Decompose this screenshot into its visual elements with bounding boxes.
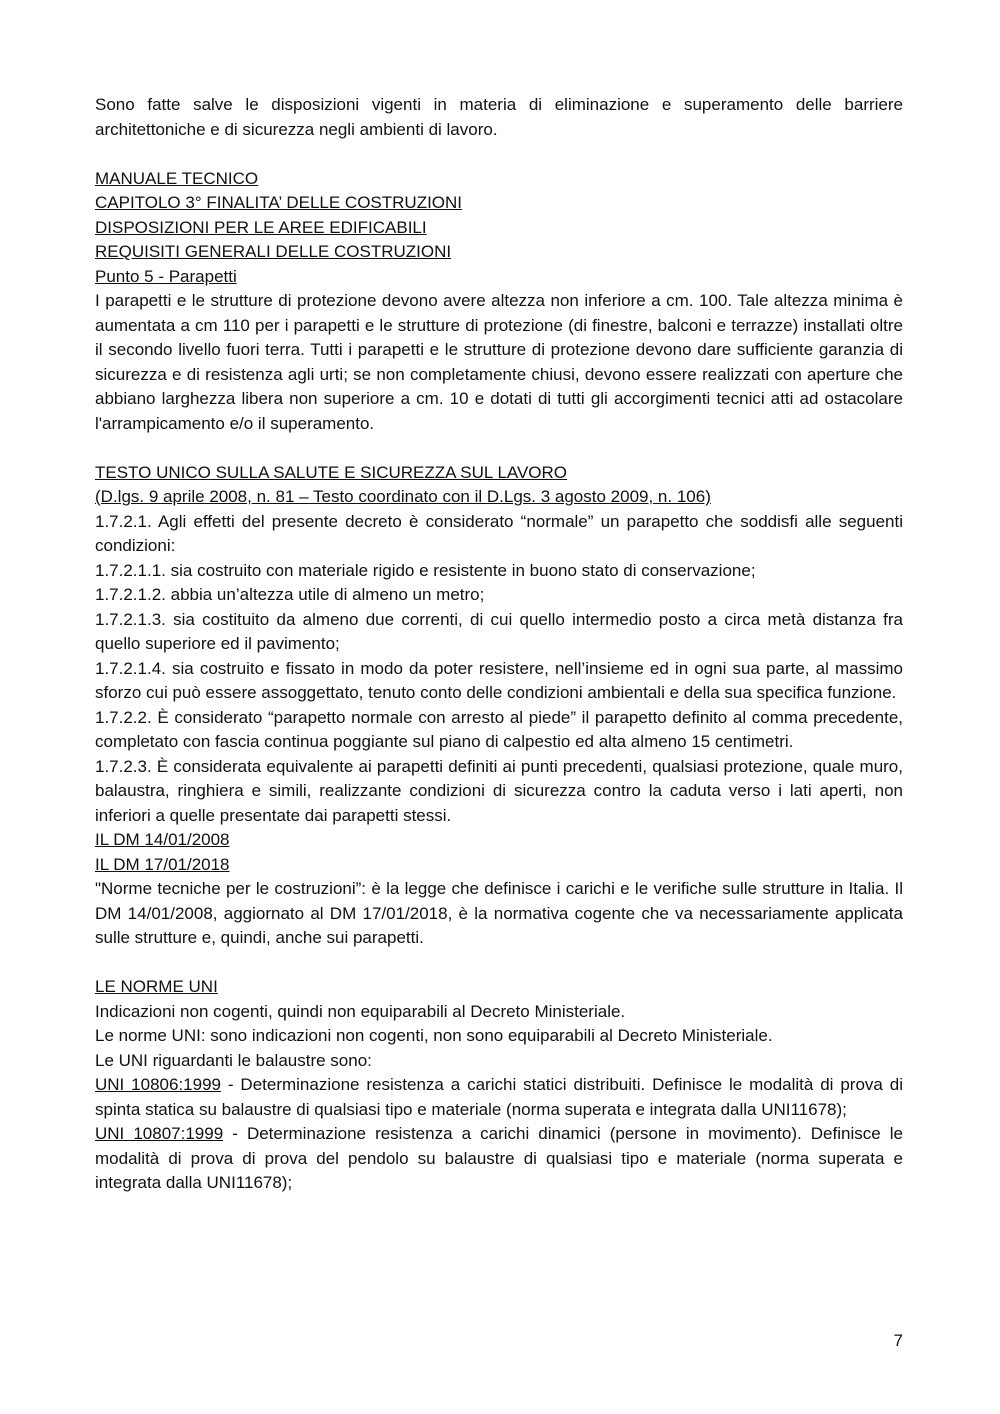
spacer	[95, 951, 903, 976]
dm-paragraph: "Norme tecniche per le costruzioni”: è la legge che definisce i carichi e le verifiche sulle strutture in Italia. Il DM 14/01/2008, aggiornato al DM 17/01/2018, è la normativa cogente che va necessariamente applicata sulle strutture e, quindi, anche sui parapetti.	[95, 879, 903, 947]
heading-testo-unico: TESTO UNICO SULLA SALUTE E SICUREZZA SUL LAVORO	[95, 462, 568, 482]
page-number: 7	[893, 1331, 903, 1350]
heading-disposizioni: DISPOSIZIONI PER LE AREE EDIFICABILI	[95, 217, 427, 237]
heading-manuale-tecnico: MANUALE TECNICO	[95, 168, 259, 188]
clause-1-7-2-1: 1.7.2.1. Agli effetti del presente decreto è considerato “normale” un parapetto che soddisfi alle seguenti condizioni:	[95, 511, 903, 555]
clause-1-7-2-1-4: 1.7.2.1.4. sia costruito e fissato in modo da poter resistere, nell’insieme ed in ogni sua parte, al massimo sforzo cui può essere assoggettato, tenuto conto delle condizioni ambientali e della sua specifica funzione.	[95, 658, 903, 702]
clause-1-7-2-2: 1.7.2.2. È considerato “parapetto normale con arresto al piede” il parapetto definito al comma precedente, completato con fascia continua poggiante sul piano di calpestio ed alta almeno 15 centimetri.	[95, 707, 903, 751]
norm-description: - Determinazione resistenza a carichi dinamici (persone in movimento). Definisce le modalità di prova di prova del pendolo su balaustre di qualsiasi tipo e materiale (norma superata e integrata dalla UNI11678);	[95, 1124, 903, 1192]
heading-capitolo: CAPITOLO 3° FINALITA’ DELLE COSTRUZIONI	[95, 193, 463, 212]
uni-norm-10806	[95, 1073, 903, 1122]
heading-punto-5: Punto 5 - Parapetti	[95, 266, 237, 286]
norm-code: UNI 10807:1999	[95, 1124, 224, 1143]
heading-dlgs: (D.lgs. 9 aprile 2008, n. 81 – Testo coordinato con il D.Lgs. 3 agosto 2009, n. 106)	[95, 487, 711, 506]
document-page	[95, 93, 903, 1196]
manuale-paragraph: I parapetti e le strutture di protezione devono avere altezza non inferiore a cm. 100. Tale altezza minima è aumentata a cm 110 per i parapetti e le strutture di protezione (di finestre, balconi e terrazze) installati oltre il secondo livello fuori terra. Tutti i parapetti e le strutture di protezione devono dare sufficiente garanzia di sicurezza e di resistenza agli urti; se non completamente chiusi, devono essere realizzati con aperture che abbiano larghezza libera non superiore a cm. 10 e dotati di tutti gli accorgimenti tecnici atti ad ostacolare l'arrampicamento e/o il superamento.	[95, 291, 903, 433]
clause-1-7-2-1-1: 1.7.2.1.1. sia costruito con materiale rigido e resistente in buono stato di conservazione;	[95, 560, 756, 580]
intro-paragraph: Sono fatte salve le disposizioni vigenti in materia di eliminazione e superamento delle barriere architettoniche e di sicurezza negli ambienti di lavoro.	[95, 95, 903, 139]
uni-line: Le norme UNI: sono indicazioni non cogenti, non sono equiparabili al Decreto Ministeriale.	[95, 1026, 773, 1045]
norm-code: UNI 10806:1999	[95, 1075, 221, 1094]
uni-norm-10807	[95, 1122, 903, 1196]
heading-requisiti: REQUISITI GENERALI DELLE COSTRUZIONI	[95, 242, 452, 261]
clause-1-7-2-3: 1.7.2.3. È considerata equivalente ai parapetti definiti ai punti precedenti, qualsiasi protezione, quale muro, balaustra, ringhiera e simili, realizzante condizioni di sicurezza contro la caduta verso i lati aperti, non inferiori a quelle presentate dai parapetti stessi.	[95, 756, 903, 825]
clause-1-7-2-1-2: 1.7.2.1.2. abbia un’altezza utile di almeno un metro;	[95, 585, 485, 604]
uni-line: Indicazioni non cogenti, quindi non equiparabili al Decreto Ministeriale.	[95, 1001, 626, 1021]
clause-1-7-2-1-3: 1.7.2.1.3. sia costituito da almeno due correnti, di cui quello intermedio posto a circa metà distanza fra quello superiore ed il pavimento;	[95, 609, 903, 653]
spacer	[95, 142, 903, 167]
heading-dm-2008: IL DM 14/01/2008	[95, 830, 230, 849]
heading-dm-2018: IL DM 17/01/2018	[95, 854, 230, 874]
heading-norme-uni: LE NORME UNI	[95, 977, 218, 996]
spacer	[95, 436, 903, 461]
norm-description: - Determinazione resistenza a carichi statici distribuiti. Definisce le modalità di prova di spinta statica su balaustre di qualsiasi tipo e materiale (norma superata e integrata dalla UNI11678);	[95, 1075, 903, 1119]
uni-line: Le UNI riguardanti le balaustre sono:	[95, 1050, 372, 1070]
